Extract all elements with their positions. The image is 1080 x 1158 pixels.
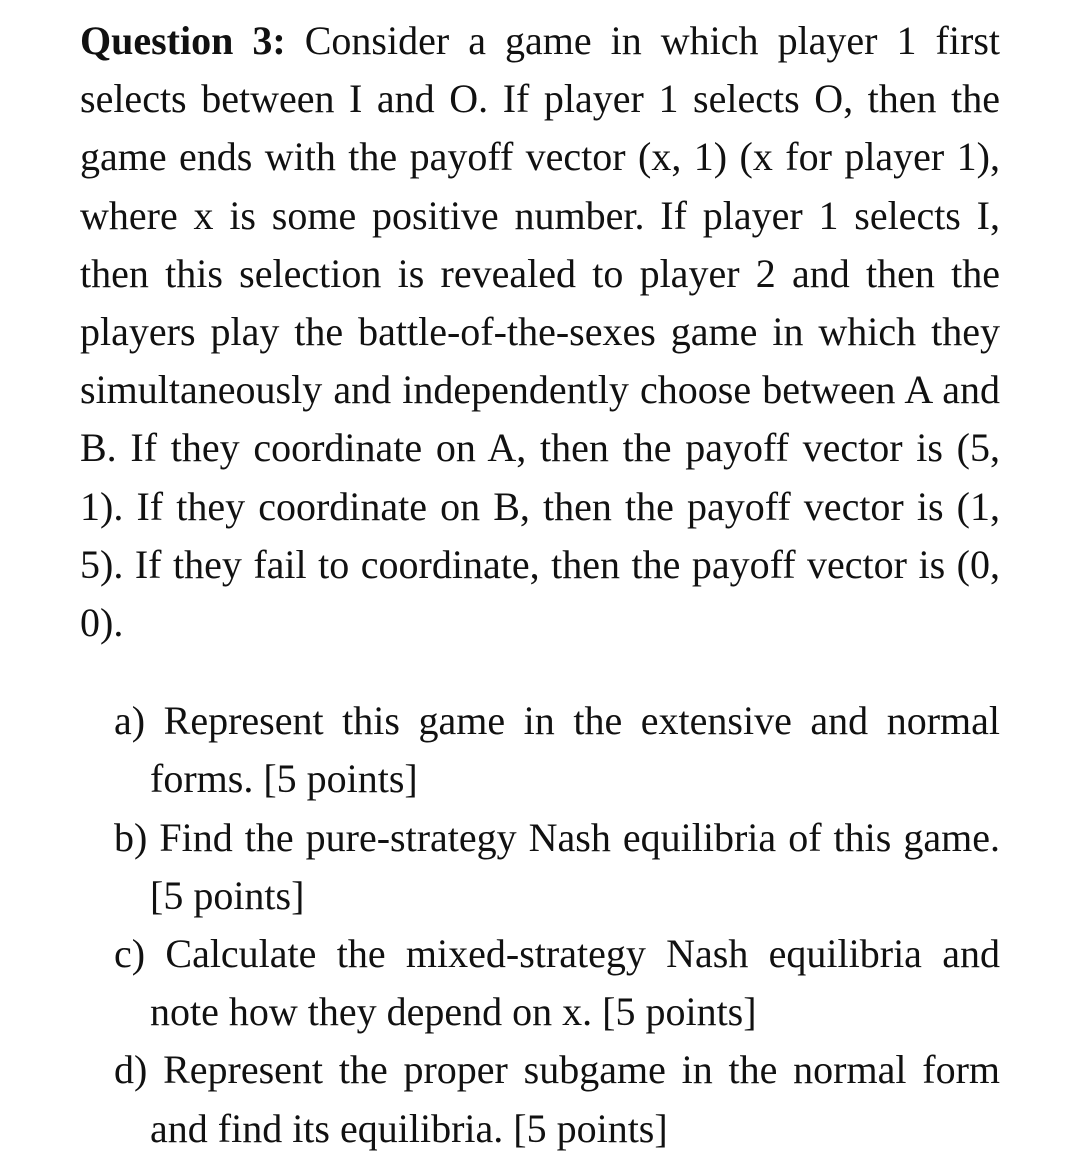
- question-text: Consider a game in which player 1 first selects between I and O. If player 1 selects O, then the game ends with the payoff vector (x, 1) (x for player 1), where x is some positive number. If player 1 selects I, then this selection is revealed to player 2 and then the players play the battle-of-the-sexes game in which they simultaneously and independently choose between A and B. If they coordinate on A, then the payoff vector is (5, 1). If they coordinate on B, then the payoff vector is (1, 5). If they fail to coordinate, then the payoff vector is (0, 0).: [80, 18, 1000, 646]
- part-b: b) Find the pure-strategy Nash equilibria of this game. [5 points]: [114, 814, 1000, 918]
- question-paragraph: [80, 12, 1000, 652]
- part-d: d) Represent the proper subgame in the normal form and find its equilibria. [5 points]: [114, 1047, 1000, 1151]
- part-c: c) Calculate the mixed-strategy Nash equilibria and note how they depend on x. [5 points]: [114, 931, 1000, 1035]
- part-a: a) Represent this game in the extensive and normal forms. [5 points]: [114, 698, 1000, 802]
- question-parts-list: [80, 692, 1000, 1158]
- question-label: Question 3:: [80, 18, 286, 63]
